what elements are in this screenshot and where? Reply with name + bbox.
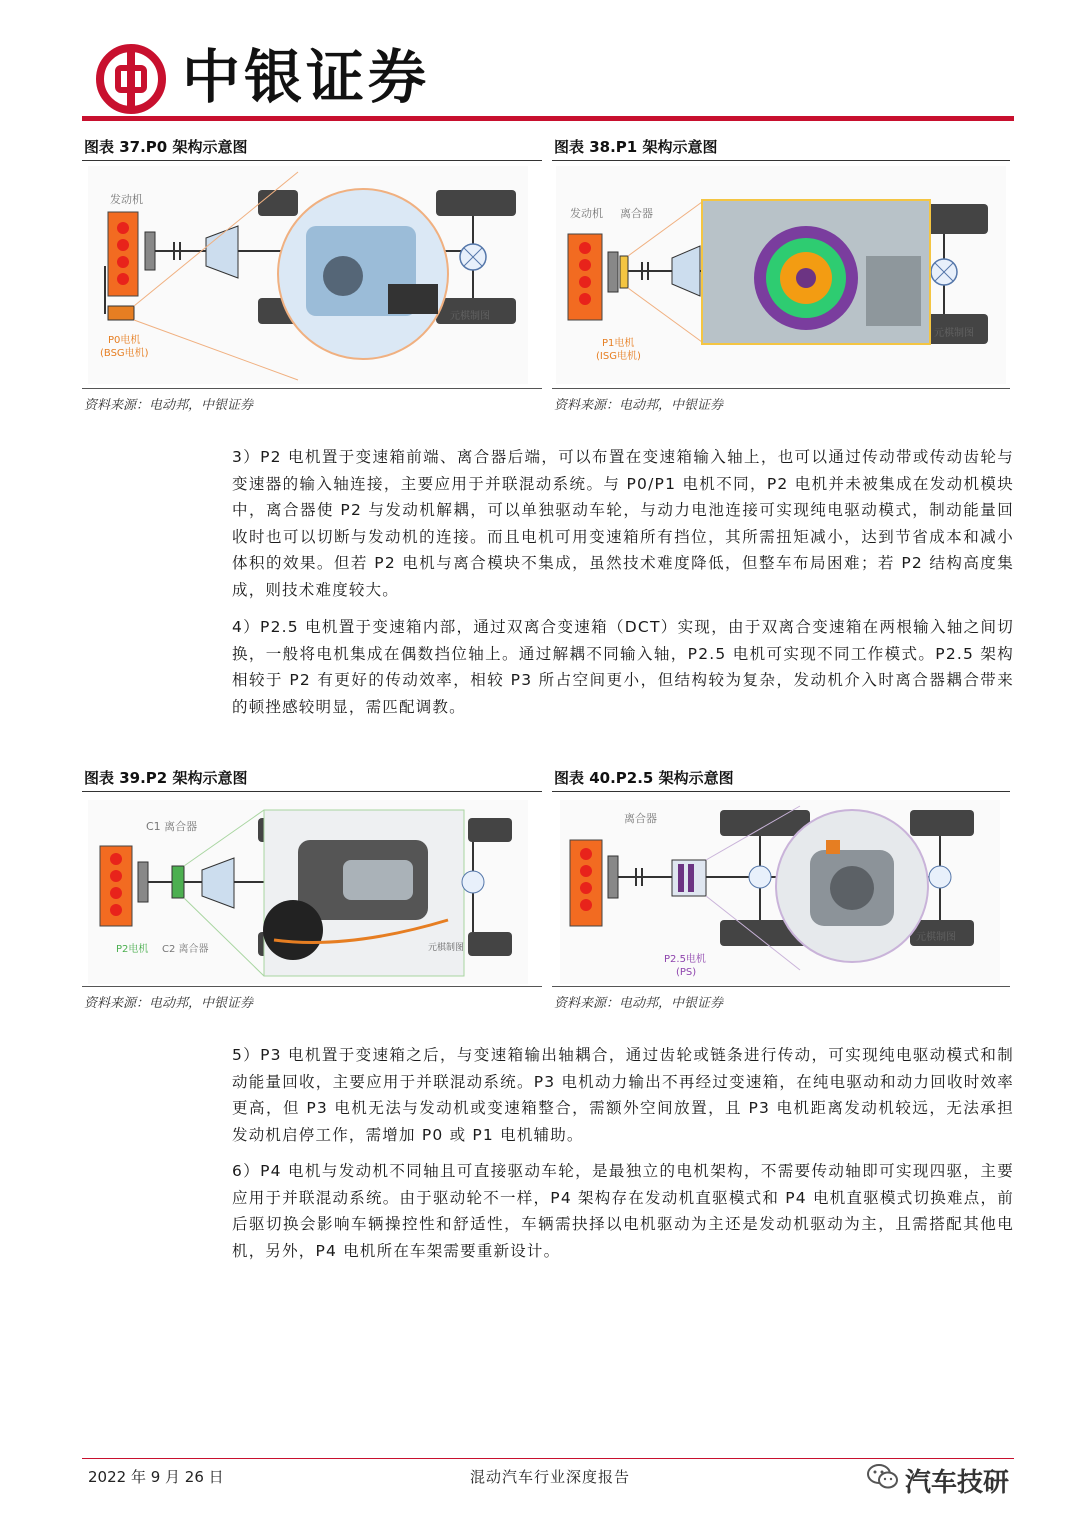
figure-39-caption: 图表 39.P2 架构示意图: [84, 769, 248, 787]
caption-rule: [82, 791, 542, 792]
footer-divider: [82, 1458, 1014, 1459]
source-rule: [552, 388, 1010, 389]
footer-date: 2022 年 9 月 26 日: [88, 1468, 224, 1486]
figure-39-source: 资料来源：电动邦，中银证券: [84, 996, 254, 1011]
p25-motor-label-2: (PS): [676, 967, 697, 978]
brand-name: 中银证券: [182, 43, 431, 111]
source-rule: [82, 388, 542, 389]
caption-rule: [82, 160, 542, 161]
c2-clutch-label: C2 离合器: [162, 944, 209, 955]
watermark-label: 元棋制图: [934, 328, 974, 339]
p2-motor-label: P2电机: [116, 944, 149, 955]
source-rule: [82, 986, 542, 987]
source-rule: [552, 986, 1010, 987]
footer-watermark: 汽车技研: [905, 1468, 1010, 1498]
paragraph-p4-motor: 6）P4 电机与发动机不同轴且可直接驱动车轮，是最独立的电机架构，不需要传动轴即可实现四驱，主要应用于并联混动系统。由于驱动轮不一样，P4 架构存在发动机直驱模式和 P4 电机直驱模式切换难点，前后驱切换会影响车辆操控性和舒适性，车辆需抉择以电机驱动为主还是发动机驱动为主，且需搭配其他电机，另外，P4 电机所在车架需要重新设计。: [232, 1162, 1014, 1260]
caption-rule: [552, 791, 1010, 792]
boc-logo: [96, 44, 166, 114]
caption-rule: [552, 160, 1010, 161]
wechat-icon: [866, 1462, 900, 1496]
c1-clutch-label: C1 离合器: [146, 820, 198, 833]
figure-39-diagram: [88, 800, 528, 984]
figure-37-diagram: [88, 166, 528, 384]
watermark-label: 元棋制图: [450, 311, 490, 322]
engine-label: 发动机: [570, 207, 603, 220]
p2-motor-box: [172, 866, 184, 898]
figure-37-source: 资料来源：电动邦，中银证券: [84, 398, 254, 413]
p1-motor-label-1: P1电机: [602, 338, 635, 349]
watermark-label: 元棋制图: [916, 932, 956, 943]
paragraph-p2-motor: 3）P2 电机置于变速箱前端、离合器后端，可以布置在变速箱输入轴上，也可以通过传动带或传动齿轮与变速器的输入轴连接，主要应用于并联混动系统。与 P0/P1 电机不同，P2 电机并未被集成在发动机模块中，离合器使 P2 与发动机解耦，可以单独驱动车轮，与动力电池连接可实现纯电驱动模式，制动能量回收时也可以切断与发动机的连接。而且电机可用变速箱所有挡位，其所需扭矩减小，达到节省成本和减小体积的效果。但若 P2 电机与离合模块不集成，虽然技术难度降低，但整车布局困难；若 P2 结构高度集成，则技术难度较大。: [232, 448, 1014, 599]
clutch-label: 离合器: [624, 812, 657, 825]
figure-40-diagram: [560, 800, 1000, 984]
p25-motor-label-1: P2.5电机: [664, 954, 706, 965]
p25-motor-box: [678, 864, 684, 892]
header-divider: [82, 116, 1014, 121]
clutch-label: 离合器: [620, 207, 653, 220]
figure-38-source: 资料来源：电动邦，中银证券: [554, 398, 724, 413]
p1-motor-label-2: (ISG电机): [596, 351, 641, 362]
footer-report-title: 混动汽车行业深度报告: [470, 1468, 631, 1486]
engine-label: 发动机: [110, 193, 143, 206]
p0-motor-label-2: (BSG电机): [100, 348, 149, 359]
p0-motor-label-1: P0电机: [108, 335, 141, 346]
paragraph-p25-motor: 4）P2.5 电机置于变速箱内部，通过双离合变速箱（DCT）实现，由于双离合变速箱在两根输入轴之间切换，一般将电机集成在偶数挡位轴上。通过解耦不同输入轴，P2.5 电机可实现不同工作模式。P2.5 架构相较于 P2 有更好的传动效率，相较 P3 所占空间更小，但结构较为复杂，发动机介入时离合器耦合带来的顿挫感较明显，需匹配调教。: [232, 618, 1014, 716]
figure-38-diagram: [556, 166, 1006, 384]
paragraph-p3-motor: 5）P3 电机置于变速箱之后，与变速箱输出轴耦合，通过齿轮或链条进行传动，可实现纯电驱动模式和制动能量回收，主要应用于并联混动系统。P3 电机动力输出不再经过变速箱，在纯电驱动和动力回收时效率更高，但 P3 电机无法与发动机或变速箱整合，需额外空间放置，且 P3 电机距离发动机较远，无法承担发动机启停工作，需增加 P0 或 P1 电机辅助。: [232, 1046, 1014, 1144]
figure-40-caption: 图表 40.P2.5 架构示意图: [554, 769, 734, 787]
figure-38-caption: 图表 38.P1 架构示意图: [554, 138, 718, 156]
figure-37-caption: 图表 37.P0 架构示意图: [84, 138, 248, 156]
p1-motor-box: [620, 256, 628, 288]
watermark-label: 元棋制图: [428, 943, 465, 953]
p0-motor-box: [108, 306, 134, 320]
figure-40-source: 资料来源：电动邦，中银证券: [554, 996, 724, 1011]
